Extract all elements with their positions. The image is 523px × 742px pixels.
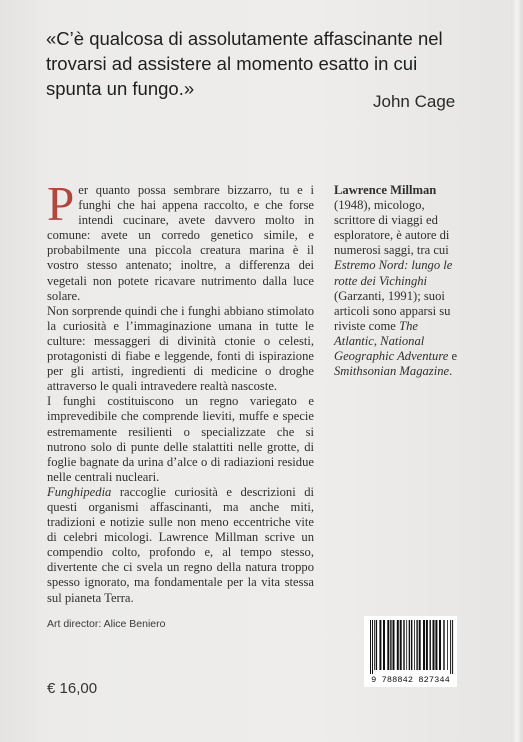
barcode-bar (376, 620, 377, 670)
book-description (47, 176, 314, 606)
barcode-bar (439, 620, 441, 670)
barcode-bar (403, 620, 404, 670)
barcode-bar (447, 620, 448, 670)
description-paragraph-3: I funghi costituiscono un regno variegato e imprevedibile che comprende lieviti, muffe e specie estremamente resilienti o specializzate che si nutrono solo di punte delle stalattiti nelle grotte, di foglie bagnate da urina d’alce o di radiazioni residue nelle centrali nucleari. (47, 394, 314, 484)
barcode-bar (416, 620, 417, 670)
bio-magazine: Smithsonian Magazine (334, 364, 450, 379)
description-paragraph-1 (47, 176, 314, 304)
paragraph-4-text: raccoglie curiosità e descrizioni di questi organismi affascinanti, ma anche miti, tradizioni e notizie sulle non meno eccentriche vite di celebri micologi. Lawrence Millman scrive un compendio colto, profondo e, al tempo stesso, divertente che ci svela un regno della natura troppo spesso ignorato, ma fondamentale per la vita stessa sul pianeta Terra. (47, 484, 314, 605)
barcode-bar (435, 620, 437, 670)
barcode-bar (414, 620, 415, 670)
barcode-bar (450, 620, 451, 674)
bio-book-title: Estremo Nord: lungo le rotte dei Vichinghi (334, 258, 453, 288)
bio-text: (1948), micologo, scrittore di viaggi ed esploratore, è autore di numerosi saggi, tra cui (334, 198, 450, 258)
author-name: Lawrence Millman (334, 183, 437, 197)
barcode-bar (397, 620, 399, 670)
epigraph-author: John Cage (373, 92, 456, 111)
barcode-bars (364, 616, 457, 674)
bio-magazine: National Geographic Adventure (334, 333, 449, 364)
bio-magazine: The Atlantic (334, 318, 418, 348)
barcode-bar (383, 620, 385, 670)
bio-separator: e (448, 349, 458, 364)
barcode-bar (372, 620, 373, 674)
barcode-bar (387, 620, 389, 670)
barcode-bar (393, 620, 395, 670)
barcode-bar (452, 620, 453, 674)
barcode-bar (433, 620, 435, 670)
description-paragraph-2: Non sorprende quindi che i funghi abbiano stimolato la curiosità e l’immaginazione umana in tutte le culture: messaggeri di divinità ctonie o celesti, protagonisti di fiabe e leggende, fonti di ispirazione per gli artisti, ingredienti di medicine o droghe attraverso le quali intravedere realtà nascoste. (47, 303, 314, 394)
art-director-credit: Art director: Alice Beniero (47, 618, 166, 630)
barcode-bar (426, 620, 428, 670)
bio-text: (Garzanti, 1991); suoi articoli sono apparsi su riviste come (334, 288, 451, 333)
barcode-bar (374, 620, 375, 670)
book-title: Funghipedia (47, 484, 112, 499)
barcode-bar (443, 620, 444, 670)
epigraph-quote: «C’è qualcosa di assolutamente affascinante nel trovarsi ad assistere al momento esatto in cui spunta un fungo.» (46, 28, 443, 99)
isbn-barcode (364, 616, 457, 687)
barcode-bar (411, 620, 412, 670)
barcode-bar (419, 620, 421, 670)
bio-separator: , (373, 333, 381, 348)
barcode-bar (370, 620, 371, 674)
barcode-bar (379, 620, 381, 670)
paragraph-1-text: er quanto possa sembrare bizzarro, tu e i funghi che hai appena raccolto, e che forse intendi cucinare, avete davvero molto in comune: avete un corredo genetico simile, e probabilmente una piccola creatura marina è il vostro stesso antenato; inoltre, a differenza dei vegetali non potete ricavare nutrimento dalla luce solare. (47, 183, 314, 303)
barcode-bar (390, 620, 391, 670)
drop-cap: P (47, 176, 75, 231)
author-bio (334, 183, 462, 379)
barcode-number: 9 788842 827344 (371, 675, 450, 685)
barcode-bar (400, 620, 402, 670)
barcode-bar (423, 620, 425, 670)
price-label: € 16,00 (47, 680, 98, 697)
bio-end: . (449, 364, 453, 379)
barcode-bar (430, 620, 431, 670)
cover-edge (511, 0, 523, 742)
barcode-bar (406, 620, 407, 670)
barcode-bar (409, 620, 410, 670)
description-paragraph-4 (47, 485, 314, 606)
